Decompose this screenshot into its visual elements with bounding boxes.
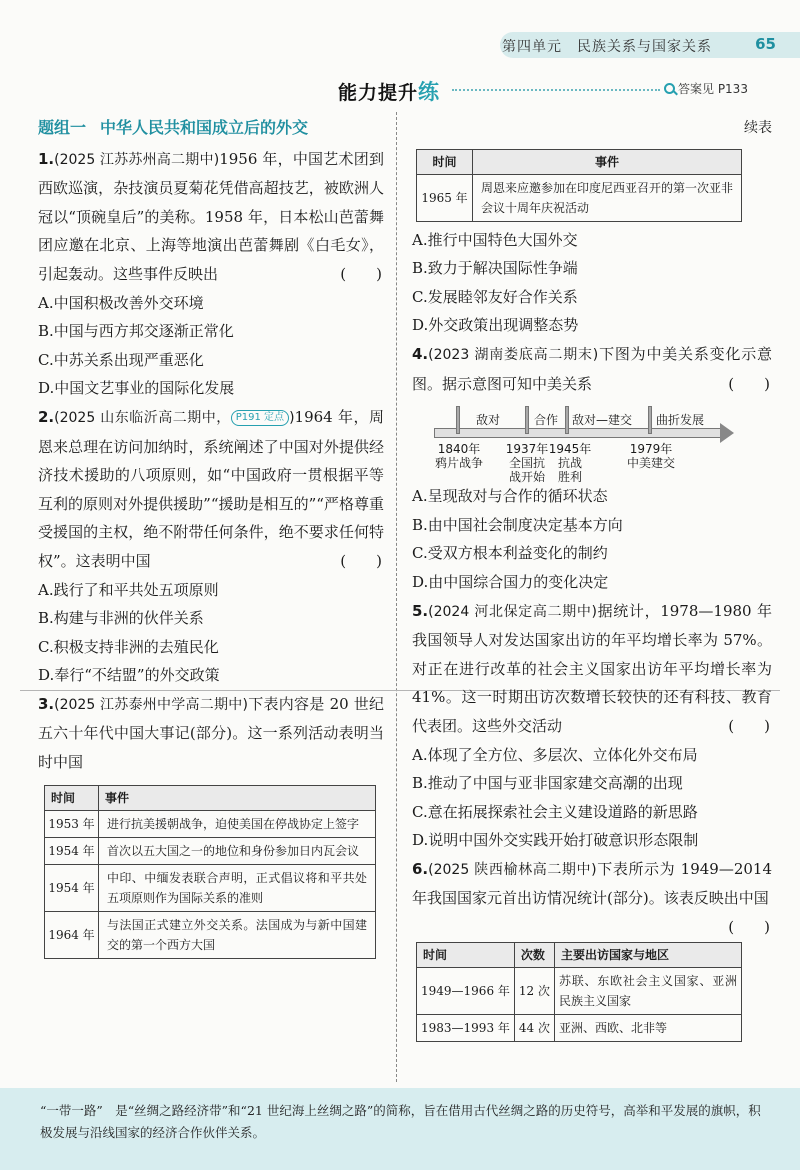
option-a: A.中国积极改善外交环境	[38, 293, 204, 312]
table-row	[45, 864, 376, 911]
option-c: C.意在拓展探索社会主义建设道路的新思路	[412, 802, 698, 821]
table-header: 次数	[514, 942, 554, 967]
table-cell: 中印、中缅发表联合声明，正式倡议将和平共处五项原则作为国际关系的准则	[99, 864, 376, 911]
relations-timeline	[412, 400, 772, 485]
visits-table	[416, 942, 742, 1042]
option-b: B.致力于解决国际性争端	[412, 259, 578, 278]
option-d: D.说明中国外交实践开始打破意识形态限制	[412, 831, 699, 850]
question-3-options	[412, 226, 772, 340]
option-a: A.呈现敌对与合作的循环状态	[412, 487, 608, 506]
question-number: 2.	[38, 407, 55, 426]
timeline-year: 1945年 抗战胜利	[548, 442, 592, 485]
table-header-row	[417, 149, 742, 174]
option-c: C.积极支持非洲的去殖民化	[38, 637, 219, 656]
table-cell: 1965 年	[417, 174, 473, 221]
page-number: 65	[755, 35, 776, 53]
table-row	[45, 911, 376, 958]
question-source: (2025 陕西榆林高二期中)	[428, 861, 597, 878]
table-header-row	[417, 942, 742, 967]
timeline-segment: 曲折发展	[656, 413, 705, 428]
table-row	[417, 1014, 742, 1041]
table-cell: 首次以五大国之一的地位和身份参加日内瓦会议	[99, 837, 376, 864]
table-cell: 1949—1966 年	[417, 967, 515, 1014]
table-cell: 进行抗美援朝战争，迫使美国在停战协定上签字	[99, 810, 376, 837]
question-stem: 1956 年，中国艺术团到西欧巡演，杂技演员夏菊花凭借高超技艺，被欧洲人冠以“顶碗皇后”的美称。1958 年，日本松山芭蕾舞团应邀在北京、上海等地演出芭蕾舞剧《白毛女》，引起轰动。这些事件反映出	[38, 149, 384, 283]
table-header: 主要出访国家与地区	[555, 942, 742, 967]
table-row	[417, 174, 742, 221]
answer-bracket: ( )	[728, 918, 770, 937]
section-banner	[0, 74, 800, 104]
question-4	[412, 340, 772, 597]
answer-bracket: ( )	[340, 264, 382, 283]
timeline-tick	[565, 406, 569, 434]
table-cell: 44 次	[514, 1014, 554, 1041]
footer-text: “一带一路” 是“丝绸之路经济带”和“21 世纪海上丝绸之路”的简称，旨在借用古代丝绸之路的历史符号，高举和平发展的旗帜，积极发展与沿线国家的经济合作伙伴关系。	[40, 1103, 761, 1140]
table-cell: 周恩来应邀参加在印度尼西亚召开的第一次亚非会议十周年庆祝活动	[473, 174, 742, 221]
question-6	[412, 855, 772, 1042]
answer-reference-text: 答案见 P133	[678, 82, 748, 96]
table-cell: 12 次	[514, 967, 554, 1014]
unit-title: 第四单元 民族关系与国家关系	[502, 39, 712, 55]
question-stem: 下图为中美关系变化示意图。据示意图可知中美关系	[412, 344, 772, 393]
table-header: 时间	[45, 785, 99, 810]
table-header: 事件	[99, 785, 376, 810]
question-number: 1.	[38, 149, 55, 168]
table-header: 事件	[473, 149, 742, 174]
table-header: 时间	[417, 942, 515, 967]
question-source: (2025 山东临沂高二期中，	[54, 409, 231, 426]
question-1	[38, 145, 384, 403]
table-continued-label: 续表	[744, 120, 772, 136]
group-heading	[38, 114, 384, 143]
timeline-arrow-icon	[720, 423, 734, 443]
answer-bracket: ( )	[340, 551, 382, 570]
section-title-accent: 练	[418, 80, 441, 104]
question-stem: 1964 年，周恩来总理在访问加纳时，系统阐述了中国对外提供经济技术援助的八项原则，如“中国政府一贯根据平等互利的原则对外提供援助”“援助是相互的”“严格尊重受援国的主权，绝不附带任何条件，绝不要求任何特权”。这表明中国	[38, 407, 384, 570]
question-number: 4.	[412, 344, 429, 363]
timeline-segment: 敌对—建交	[572, 413, 633, 428]
question-3	[38, 690, 384, 959]
option-c: C.受双方根本利益变化的制约	[412, 544, 608, 563]
timeline-tick	[456, 406, 460, 434]
option-b: B.由中国社会制度决定基本方向	[412, 515, 623, 534]
magnifier-icon	[664, 83, 675, 94]
reference-tag: P191 定点	[231, 410, 289, 426]
option-d: D.中国文艺事业的国际化发展	[38, 379, 235, 398]
question-source: (2025 江苏苏州高二期中)	[54, 151, 220, 168]
footer-note	[0, 1088, 800, 1170]
option-d: D.奉行“不结盟”的外交政策	[38, 666, 220, 685]
question-stem: 下表所示为 1949—2014 年我国国家元首出访情况统计(部分)。该表反映出中国	[412, 859, 772, 908]
option-a: A.推行中国特色大国外交	[412, 230, 578, 249]
events-table-continued	[416, 149, 742, 222]
table-cell: 亚洲、西欧、北非等	[555, 1014, 742, 1041]
timeline-tick	[648, 406, 652, 434]
section-title-main: 能力提升	[338, 82, 419, 104]
group-label: 题组一	[38, 118, 87, 137]
timeline-segment: 敌对	[476, 413, 501, 428]
question-source: (2025 江苏泰州中学高二期中)	[54, 696, 249, 713]
question-number: 3.	[38, 694, 55, 713]
right-column	[412, 114, 772, 1042]
timeline-tick	[525, 406, 529, 434]
option-b: B.中国与西方邦交逐渐正常化	[38, 322, 234, 341]
table-row	[417, 967, 742, 1014]
table-row	[45, 810, 376, 837]
option-d: D.由中国综合国力的变化决定	[412, 572, 609, 591]
table-cell: 1954 年	[45, 837, 99, 864]
timeline-year: 1937年 全国抗战开始	[505, 442, 549, 485]
option-c: C.发展睦邻友好合作关系	[412, 287, 578, 306]
question-number: 5.	[412, 601, 429, 620]
option-d: D.外交政策出现调整态势	[412, 316, 579, 335]
table-header-row	[45, 785, 376, 810]
left-column	[38, 114, 384, 959]
answer-bracket: ( )	[728, 716, 770, 735]
question-source: (2024 河北保定高二期中)	[428, 603, 597, 620]
answer-bracket: ( )	[728, 374, 770, 393]
option-b: B.构建与非洲的伙伴关系	[38, 609, 204, 628]
answer-reference	[664, 80, 748, 97]
page-header	[0, 0, 800, 68]
table-header: 时间	[417, 149, 473, 174]
option-a: A.体现了全方位、多层次、立体化外交布局	[412, 745, 698, 764]
column-divider	[396, 112, 397, 1082]
question-stem: 据统计，1978—1980 年我国领导人对发达国家出访的年平均增长率为 57%。对正在进行改革的社会主义国家出访年平均增长率为 41%。这一时期出访次数增长较快的还有科技、教育代表团。这些外交活动	[412, 601, 772, 735]
timeline-year: 1979年 中美建交	[626, 442, 675, 471]
banner-dotted-line	[452, 89, 660, 91]
option-c: C.中苏关系出现严重恶化	[38, 350, 204, 369]
question-stem: 下表内容是 20 世纪五六十年代中国大事记(部分)。这一系列活动表明当时中国	[38, 694, 384, 772]
timeline-year: 1840年 鸦片战争	[434, 442, 483, 471]
table-row	[45, 837, 376, 864]
table-cell: 与法国正式建立外交关系。法国成为与新中国建交的第一个西方大国	[99, 911, 376, 958]
group-title: 中华人民共和国成立后的外交	[100, 118, 309, 137]
table-cell: 1964 年	[45, 911, 99, 958]
option-b: B.推动了中国与亚非国家建交高潮的出现	[412, 774, 683, 793]
option-a: A.践行了和平共处五项原则	[38, 580, 219, 599]
question-5	[412, 597, 772, 855]
events-table	[44, 785, 376, 959]
section-title	[338, 76, 440, 106]
table-cell: 1953 年	[45, 810, 99, 837]
timeline-segment: 合作	[534, 413, 559, 428]
question-source-end: )	[289, 409, 295, 426]
table-cell: 1983—1993 年	[417, 1014, 515, 1041]
question-source: (2023 湖南娄底高二期末)	[428, 346, 599, 363]
table-cell: 苏联、东欧社会主义国家、亚洲民族主义国家	[555, 967, 742, 1014]
question-2	[38, 403, 384, 690]
table-cell: 1954 年	[45, 864, 99, 911]
question-number: 6.	[412, 859, 429, 878]
